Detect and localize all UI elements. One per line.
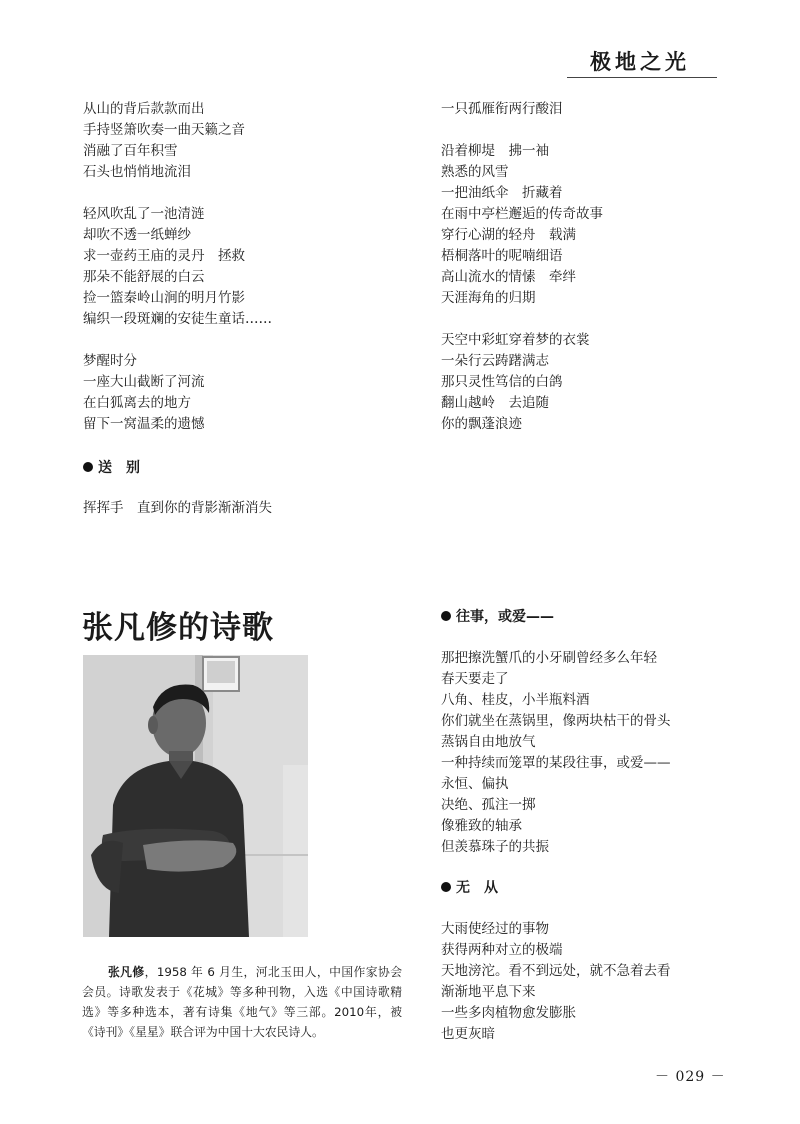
poem-line: 八角、桂皮，小半瓶料酒 <box>441 692 590 708</box>
poem-line: 天涯海角的归期 <box>441 290 536 306</box>
poem-line: 春天要走了 <box>441 671 509 687</box>
poem-heading-wangshi <box>441 605 554 627</box>
poem-heading-text: 无 从 <box>456 880 498 896</box>
poem-line: 决绝、孤注一掷 <box>441 797 536 813</box>
poem-line: 天空中彩虹穿着梦的衣裳 <box>441 332 590 348</box>
poem-line: 挥挥手 直到你的背影渐渐消失 <box>83 500 272 516</box>
bullet-icon <box>441 611 451 621</box>
poem-line: 一只孤雁衔两行酸泪 <box>441 101 563 117</box>
poem-line: 那只灵性笃信的白鸽 <box>441 374 563 390</box>
poem-line: 大雨使经过的事物 <box>441 921 549 937</box>
header-rule <box>567 77 717 78</box>
stanza <box>83 99 403 183</box>
stanza <box>441 99 761 120</box>
poem-line: 梧桐落叶的呢喃细语 <box>441 248 563 264</box>
poem-line: 获得两种对立的极端 <box>441 942 563 958</box>
poem-line: 一些多肉植物愈发膨胀 <box>441 1005 576 1021</box>
section-title: 极地之光 <box>590 50 690 74</box>
poem-line: 渐渐地平息下来 <box>441 984 536 1000</box>
poem-line: 留下一窝温柔的遗憾 <box>83 416 205 432</box>
poem-line: 一座大山截断了河流 <box>83 374 205 390</box>
page-number: － 029 － <box>655 1069 726 1085</box>
author-name: 张凡修 <box>107 965 145 979</box>
poem-heading-text: 往事，或爱—— <box>456 609 554 625</box>
author-photo <box>83 655 308 937</box>
author-bio-text: ，1958 年 6 月生，河北玉田人，中国作家协会会员。诗歌发表于《花城》等多种刊物，入选《中国诗歌精选》等多种选本，著有诗集《地气》等三部。2010年，被《诗刊》《星星》联合评为中国十大农民诗人。 <box>82 965 402 1039</box>
stanza <box>83 204 403 330</box>
poem-line: 但羡慕珠子的共振 <box>441 839 549 855</box>
poem-line: 你的飘蓬浪迹 <box>441 416 522 432</box>
poem-line: 石头也悄悄地流泪 <box>83 164 191 180</box>
poem-heading-wucong <box>441 876 498 898</box>
poem-line: 那把擦洗蟹爪的小牙刷曾经多么年轻 <box>441 650 657 666</box>
poem-line: 求一壶药王庙的灵丹 拯救 <box>83 248 245 264</box>
poem-line: 穿行心湖的轻舟 载满 <box>441 227 576 243</box>
poem-line: 沿着柳堤 拂一袖 <box>441 143 549 159</box>
stanza <box>83 351 403 435</box>
poem-line: 编织一段斑斓的安徒生童话…… <box>83 311 272 327</box>
bullet-icon <box>83 462 93 472</box>
article-title: 张凡修的诗歌 <box>82 610 274 646</box>
poem-line: 熟悉的风雪 <box>441 164 509 180</box>
poem-wucong <box>441 919 771 1045</box>
poem-heading-text: 送 别 <box>98 460 140 476</box>
poem-line: 轻风吹乱了一池清涟 <box>83 206 205 222</box>
poem-line: 那朵不能舒展的白云 <box>83 269 205 285</box>
poem-heading-songbie <box>83 456 140 478</box>
poem-line: 永恒、偏执 <box>441 776 509 792</box>
poem-line: 你们就坐在蒸锅里，像两块枯干的骨头 <box>441 713 671 729</box>
poem-line: 翻山越岭 去追随 <box>441 395 549 411</box>
poem-line: 在白狐离去的地方 <box>83 395 191 411</box>
poem-line: 蒸锅自由地放气 <box>441 734 536 750</box>
poem-line: 也更灰暗 <box>441 1026 495 1042</box>
stanza <box>441 330 761 435</box>
poem-line: 一种持续而笼罩的某段往事，或爱—— <box>441 755 671 771</box>
author-bio <box>82 962 402 1042</box>
poem-line: 像雅致的轴承 <box>441 818 522 834</box>
author-photo-image <box>83 655 308 937</box>
poem-line: 在雨中亭栏邂逅的传奇故事 <box>441 206 603 222</box>
bullet-icon <box>441 882 451 892</box>
poem-line: 捡一篮秦岭山涧的明月竹影 <box>83 290 245 306</box>
poem-line: 消融了百年积雪 <box>83 143 178 159</box>
poem-line: 却吹不透一纸蝉纱 <box>83 227 191 243</box>
poem-wangshi <box>441 648 771 858</box>
poem-line: 手持竖箫吹奏一曲天籁之音 <box>83 122 245 138</box>
right-top-poem <box>441 99 761 456</box>
poem-line: 高山流水的情愫 牵绊 <box>441 269 576 285</box>
poem-line: 梦醒时分 <box>83 353 137 369</box>
poem-line: 天地滂沱。看不到远处，就不急着去看 <box>441 963 671 979</box>
poem-line: 从山的背后款款而出 <box>83 101 205 117</box>
left-top-poem <box>83 99 403 456</box>
poem-line: 一朵行云踌躇满志 <box>441 353 549 369</box>
stanza <box>441 141 761 309</box>
poem-line: 一把油纸伞 折藏着 <box>441 185 563 201</box>
